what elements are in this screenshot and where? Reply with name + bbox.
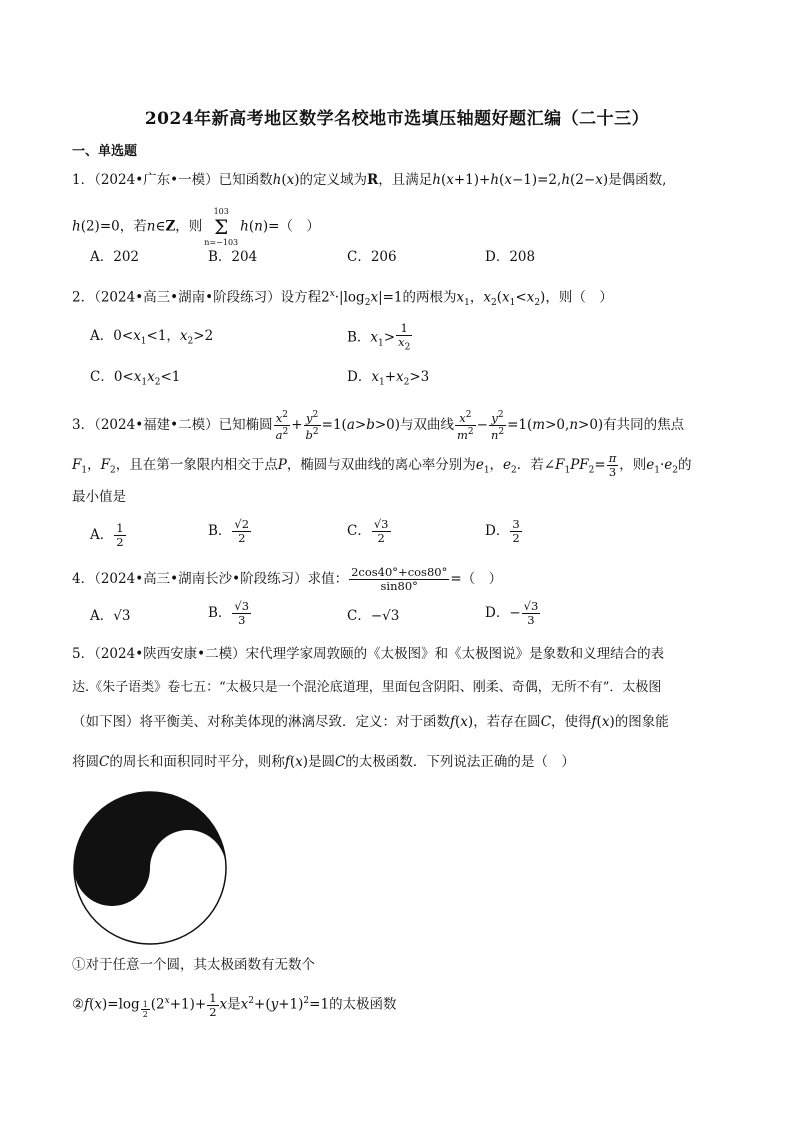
q2-option-b[interactable]: B．$x_1>$ $\frac{1}{x_2}$ xyxy=(347,321,411,353)
taiji-right-dot xyxy=(176,856,200,880)
q3-option-a[interactable]: A． $\frac{1}{2}$ xyxy=(90,521,124,549)
question-5-line-2: 达.《朱子语类》卷七五：“太极只是一个混沦底道理，里面包含阴阳、刚柔、奇偶，无所不有”．太极图 xyxy=(72,680,662,695)
taiji-left-dot xyxy=(100,856,124,880)
statement-1: ①对于任意一个圆，其太极函数有无数个 xyxy=(72,957,315,973)
question-5-line-1: 5．（2024•陕西安康•二模）宋代理学家周敦颐的《太极图》和《太极图说》是象数和义理结合的表 xyxy=(72,646,665,662)
q2-option-d[interactable]: D．$x_1+x_2>3$ xyxy=(347,369,430,388)
question-5-line-4: 将圆C的周长和面积同时平分，则称f(x)是圆C的太极函数．下列说法正确的是（ ） xyxy=(72,754,575,770)
q4-option-c[interactable]: C．−√3 xyxy=(347,608,400,624)
q1-option-a[interactable]: A．202 xyxy=(90,249,140,265)
q2-option-c[interactable]: C．$0<x_1x_2<1$ xyxy=(90,369,181,388)
q3-option-d[interactable]: D． $\frac{3}{2}$ xyxy=(485,517,520,545)
question-1-line-2: h(2)=0，若n∈Z，则 103 Σ n=−103 h(n)=（ ） xyxy=(72,207,320,247)
summation-symbol: 103 Σ n=−103 xyxy=(204,207,239,247)
q2-option-a[interactable]: A．$0<x_1<1$，$x_2>2$ xyxy=(90,328,214,347)
q4-option-d[interactable]: D．− $\frac{√3}{3}$ xyxy=(485,599,539,627)
question-3-line-1: 3．（2024•福建•二模）已知椭圆 $\frac{x^2}{a^2}$ + $\frac{y^2}{b^2}$ =1(a>b>0)与双曲线 $\frac{x^2}{m^2}$ − $\frac{y^2}{n^2}$ =1(m>0,n>0)有共同的焦点 xyxy=(72,410,685,442)
q1-option-d[interactable]: D．208 xyxy=(485,249,536,265)
question-3-line-2: $F_1$，$F_2$，且在第一象限内相交于点P，椭圆与双曲线的离心率分别为$e_1$，$e_2$．若$\angle F_1PF_2=$ $\frac{\pi}{3}$ ，则$e_1\cdot e_2$的 xyxy=(72,451,692,479)
question-2-line-1: 2．（2024•高三•湖南•阶段练习）设方程$2^x\cdot|\log_2x|=1$的两根为$x_1$，$x_2(x_1<x_2)$，则（ ） xyxy=(72,289,613,309)
q1-option-b[interactable]: B．204 xyxy=(208,249,258,265)
page-title: 2024年新高考地区数学名校地市选填压轴题好题汇编（二十三） xyxy=(144,109,650,129)
taiji-diagram xyxy=(72,790,228,946)
question-3-line-3: 最小值是 xyxy=(72,489,126,505)
q1-option-c[interactable]: C．206 xyxy=(347,249,397,265)
q4-option-b[interactable]: B． $\frac{√3}{3}$ xyxy=(208,599,250,627)
q3-option-b[interactable]: B． $\frac{√2}{2}$ xyxy=(208,517,250,545)
q3-option-c[interactable]: C． $\frac{√3}{2}$ xyxy=(347,517,389,545)
question-5-line-3: （如下图）将平衡美、对称美体现的淋漓尽致．定义：对于函数f(x)，若存在圆C，使得f(x)的图象能 xyxy=(72,714,669,730)
q4-option-a[interactable]: A．√3 xyxy=(90,608,131,624)
question-4-line-1: 4．（2024•高三•湖南长沙•阶段练习）求值： $\frac{2\cos 40^\circ+\cos 80^\circ}{\sin 80^\circ}$ =（ ） xyxy=(72,565,503,593)
statement-2: ②f(x)=log $_{\frac{1}{2}}$ $(2^x+1)+$ $\frac{1}{2}$ x是$x^2+(y+1)^2=1$的太极函数 xyxy=(72,990,397,1020)
question-1-line-1: 1．（2024•广东•一模）已知函数h(x)的定义域为R，且满足h(x+1)+h(x−1)=2,h(2−x)是偶函数, xyxy=(72,172,667,188)
section-heading: 一、单选题 xyxy=(72,144,138,159)
